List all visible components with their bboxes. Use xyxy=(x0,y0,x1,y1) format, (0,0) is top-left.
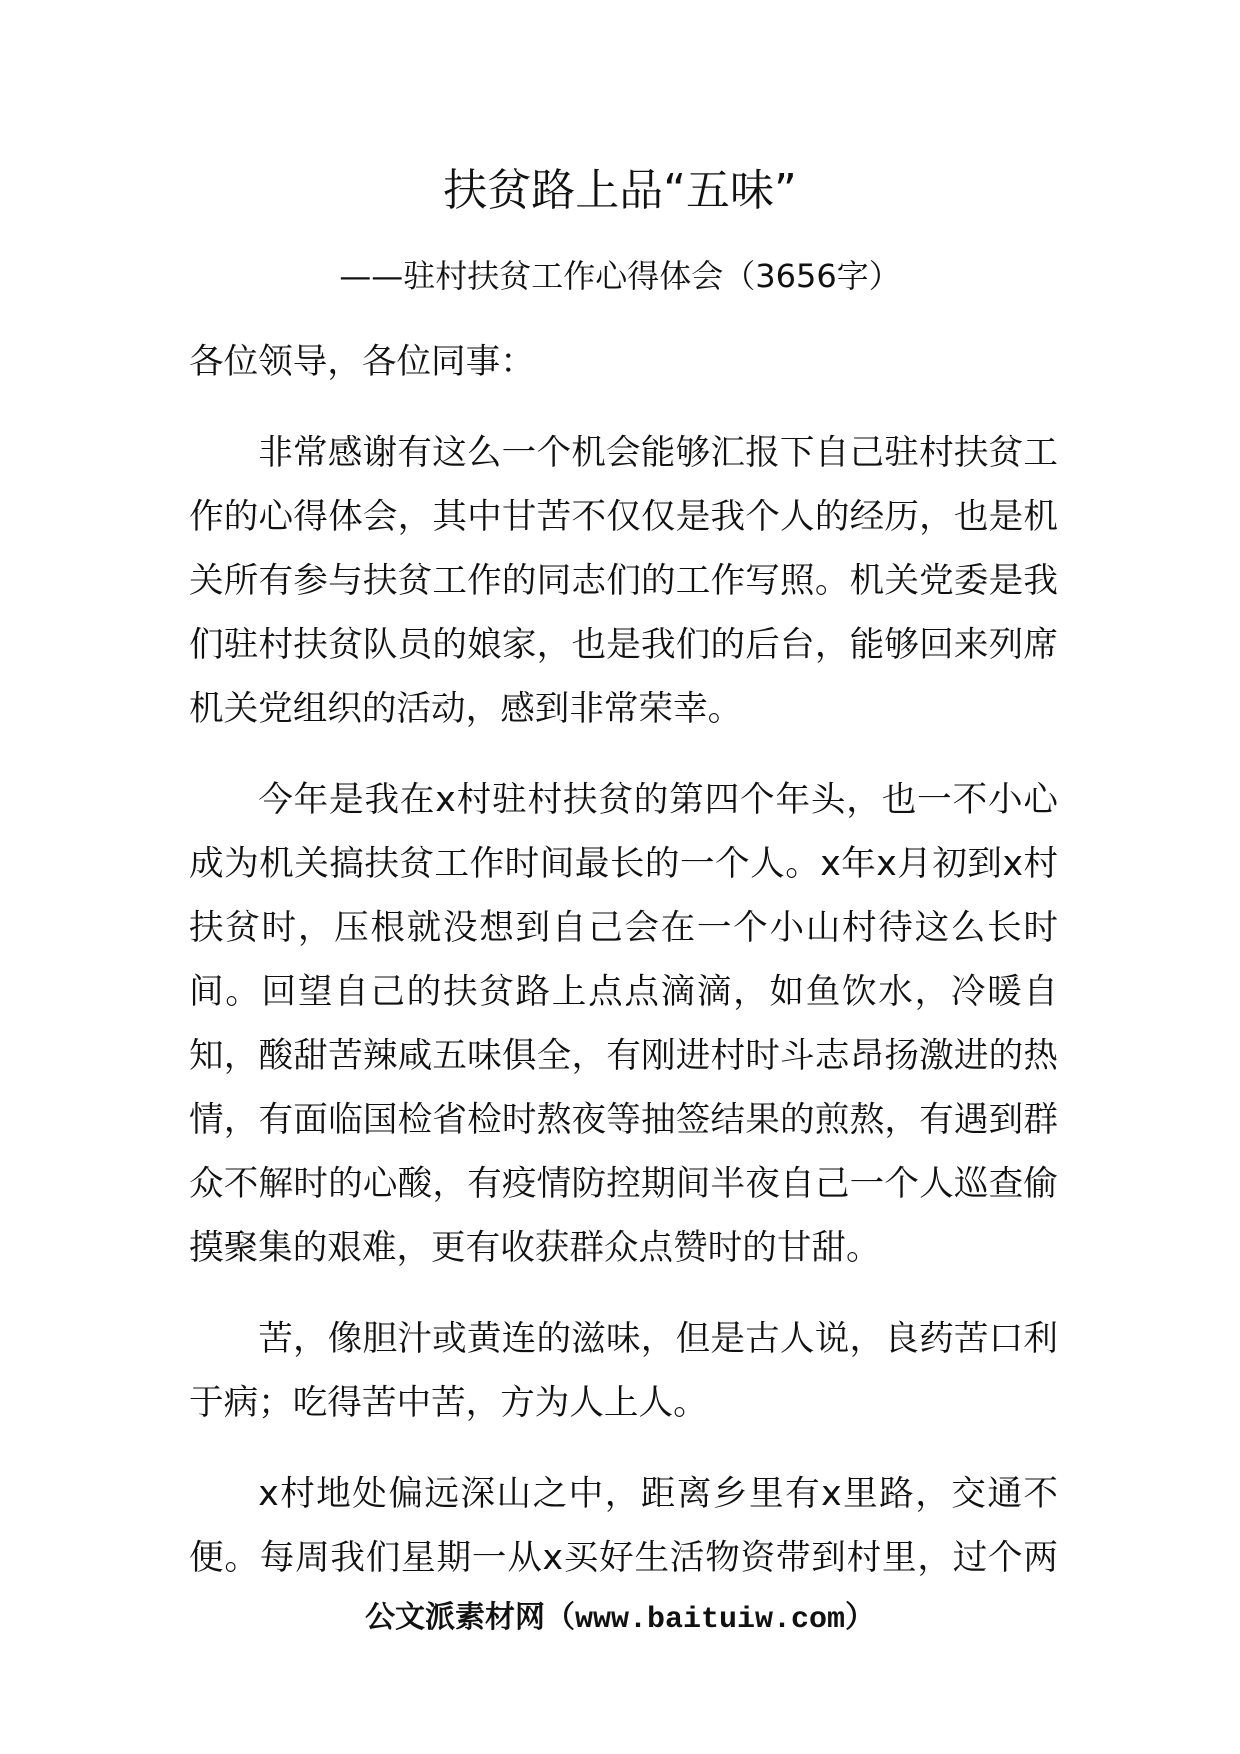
salutation: 各位领导，各位同事： xyxy=(189,342,535,382)
body-line: 机关党组织的活动，感到非常荣幸。 xyxy=(189,689,743,729)
body-line: 间。回望自己的扶贫路上点点滴滴，如鱼饮水，冷暖自 xyxy=(189,972,1058,1012)
body-line: 知，酸甜苦辣咸五味俱全，有刚进村时斗志昂扬激进的热 xyxy=(189,1036,1058,1076)
document-body xyxy=(189,330,1058,1590)
body-line: 摸聚集的艰难，更有收获群众点赞时的甘甜。 xyxy=(189,1228,881,1268)
paragraph-1 xyxy=(189,421,1058,741)
document-subtitle: ——驻村扶贫工作心得体会（3656字） xyxy=(339,257,901,295)
page-footer-watermark: 公文派素材网（www.baituiw.com） xyxy=(364,1603,876,1637)
body-line: 苦，像胆汁或黄连的滋味，但是古人说，良药苦口利 xyxy=(258,1319,1058,1359)
body-line: 成为机关搞扶贫工作时间最长的一个人。x年x月初到x村 xyxy=(189,844,1058,884)
document-title: 扶贫路上品“五味” xyxy=(443,165,797,216)
paragraph-2 xyxy=(189,768,1058,1280)
body-line: 作的心得体会，其中甘苦不仅仅是我个人的经历，也是机 xyxy=(189,497,1058,537)
body-line: 扶贫时，压根就没想到自己会在一个小山村待这么长时 xyxy=(189,908,1058,948)
body-line: 非常感谢有这么一个机会能够汇报下自己驻村扶贫工 xyxy=(258,433,1058,473)
body-line: 情，有面临国检省检时熬夜等抽签结果的煎熬，有遇到群 xyxy=(189,1100,1058,1140)
body-line: 们驻村扶贫队员的娘家，也是我们的后台，能够回来列席 xyxy=(189,625,1058,665)
body-line: 今年是我在x村驻村扶贫的第四个年头，也一不小心 xyxy=(258,780,1058,820)
body-line: 于病；吃得苦中苦，方为人上人。 xyxy=(189,1383,708,1423)
body-line: 关所有参与扶贫工作的同志们的工作写照。机关党委是我 xyxy=(189,561,1058,601)
paragraph-3 xyxy=(189,1307,1058,1435)
body-line: 众不解时的心酸，有疫情防控期间半夜自己一个人巡查偷 xyxy=(189,1164,1058,1204)
body-line: x村地处偏远深山之中，距离乡里有x里路，交通不 xyxy=(258,1474,1058,1514)
paragraph-4 xyxy=(189,1462,1058,1590)
body-line: 便。每周我们星期一从x买好生活物资带到村里，过个两 xyxy=(189,1538,1058,1578)
